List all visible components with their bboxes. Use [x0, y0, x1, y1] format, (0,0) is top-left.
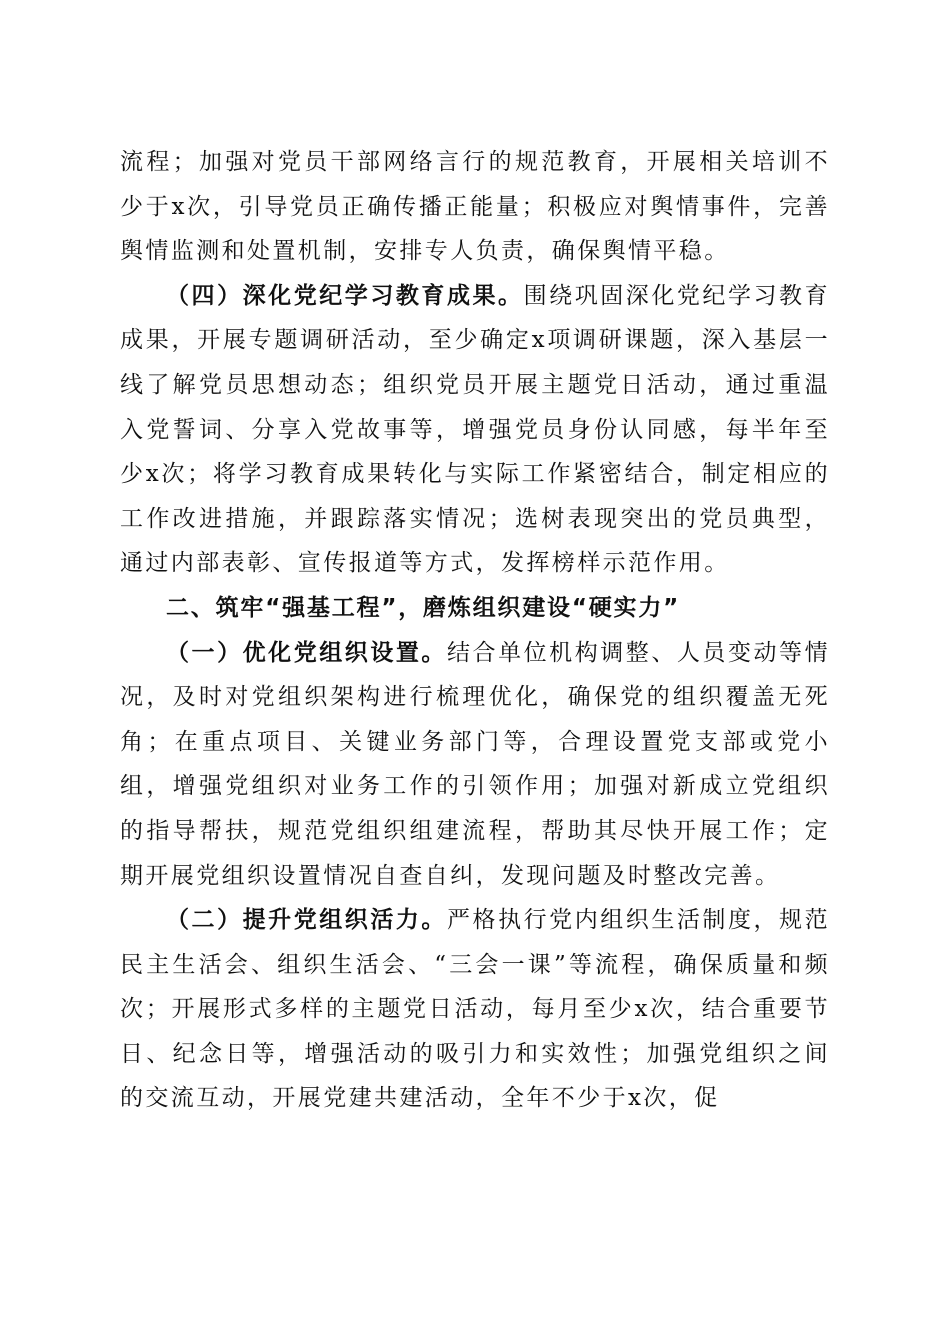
paragraph-text: 严格执行党内组织生活制度，规范民主生活会、组织生活会、“三会一课”等流程，确保质量和频次；开展形式多样的主题党日活动，每月至少x次，结合重要节日、纪念日等，增强活动的吸引力和实效性；加强党组织之间的交流互动，开展党建共建活动，全年不少于x次，促	[120, 907, 830, 1112]
paragraph-section-one	[120, 631, 830, 899]
paragraph-text: 围绕巩固深化党纪学习教育成果，开展专题调研活动，至少确定x项调研课题，深入基层一线了解党员思想动态；组织党员开展主题党日活动，通过重温入党誓词、分享入党故事等，增强党员身份认同感，每半年至少x次；将学习教育成果转化与实际工作紧密结合，制定相应的工作改进措施，并跟踪落实情况；选树表现突出的党员典型，通过内部表彰、宣传报道等方式，发挥榜样示范作用。	[120, 282, 830, 577]
paragraph-text: 流程；加强对党员干部网络言行的规范教育，开展相关培训不少于x次，引导党员正确传播正能量；积极应对舆情事件，完善舆情监测和处置机制，安排专人负责，确保舆情平稳。	[120, 149, 830, 265]
paragraph-continuation	[120, 140, 830, 274]
paragraph-lead: （四）深化党纪学习教育成果。	[166, 281, 524, 309]
paragraph-lead: （二）提升党组织活力。	[166, 906, 447, 934]
document-body	[120, 140, 830, 1121]
paragraph-section-two	[120, 898, 830, 1121]
section-heading: 二、筑牢“强基工程”，磨炼组织建设“硬实力”	[166, 594, 681, 621]
paragraph-lead: （一）优化党组织设置。	[166, 638, 447, 666]
paragraph-text: 结合单位机构调整、人员变动等情况，及时对党组织架构进行梳理优化，确保党的组织覆盖无死角；在重点项目、关键业务部门等，合理设置党支部或党小组，增强党组织对业务工作的引领作用；加强对新成立党组织的指导帮扶，规范党组织组建流程，帮助其尽快开展工作；定期开展党组织设置情况自查自纠，发现问题及时整改完善。	[120, 639, 830, 889]
paragraph-section-four	[120, 274, 830, 586]
